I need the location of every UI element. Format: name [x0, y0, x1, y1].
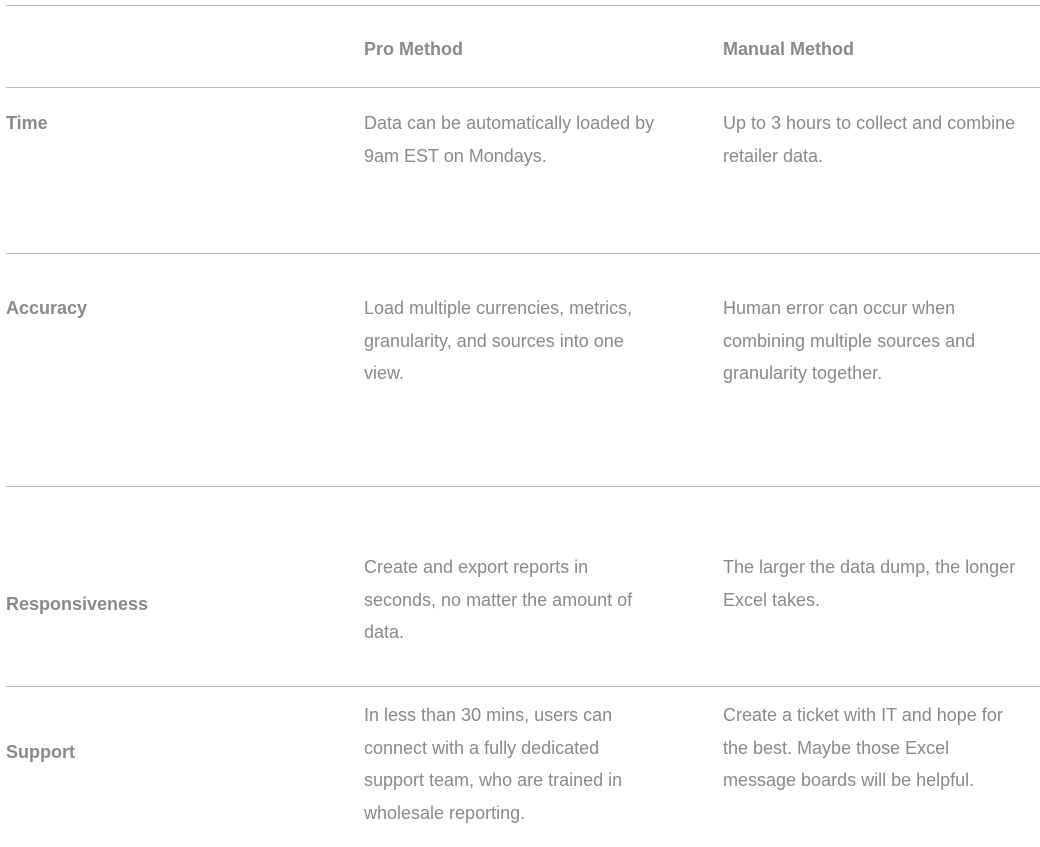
- cell-time-pro: Data can be automatically loaded by 9am EST on Mondays.: [364, 113, 655, 166]
- cell-support-pro: In less than 30 mins, users can connect with a fully dedicated support team, who are trained in wholesale reporting.: [364, 705, 623, 823]
- column-header-pro: Pro Method: [364, 39, 463, 59]
- row-divider: [6, 253, 1040, 254]
- row-label-responsiveness: Responsiveness: [6, 594, 149, 614]
- row-label-accuracy: Accuracy: [6, 298, 88, 318]
- cell-accuracy-manual: Human error can occur when combining multiple sources and granularity together.: [723, 298, 976, 384]
- row-divider: [6, 686, 1040, 687]
- cell-time-manual: Up to 3 hours to collect and combine retailer data.: [723, 113, 1016, 166]
- cell-responsiveness-manual: The larger the data dump, the longer Excel takes.: [723, 557, 1016, 610]
- cell-accuracy-pro: Load multiple currencies, metrics, granularity, and sources into one view.: [364, 298, 633, 384]
- table-top-divider: [6, 5, 1040, 6]
- cell-support-manual: Create a ticket with IT and hope for the best. Maybe those Excel message boards will be helpful.: [723, 705, 1003, 791]
- row-divider: [6, 486, 1040, 487]
- row-label-time: Time: [6, 113, 48, 133]
- header-divider: [6, 87, 1040, 88]
- row-label-support: Support: [6, 742, 75, 762]
- column-header-manual: Manual Method: [723, 39, 854, 59]
- cell-responsiveness-pro: Create and export reports in seconds, no matter the amount of data.: [364, 557, 633, 643]
